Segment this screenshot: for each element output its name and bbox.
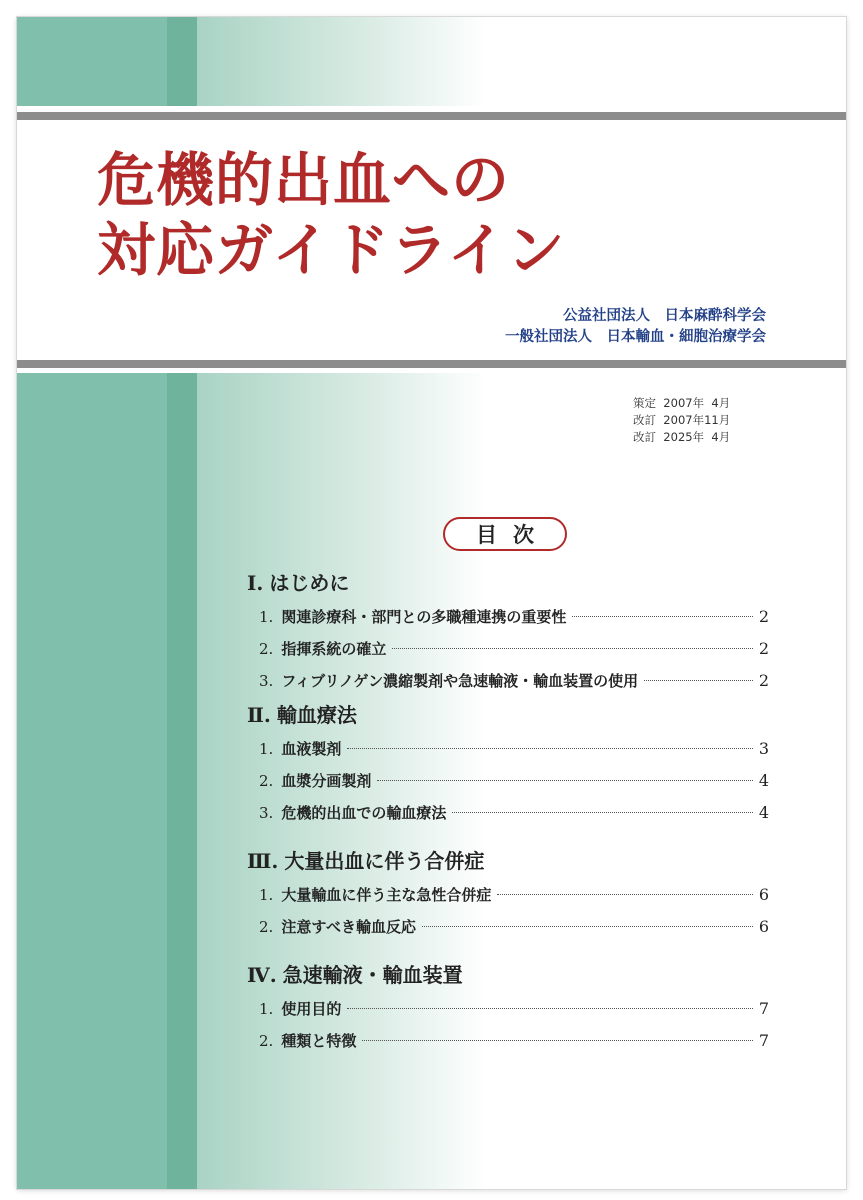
toc-entry-page-number: 2: [758, 639, 769, 658]
toc-entry-title: 血漿分画製剤: [281, 772, 372, 790]
top-color-band: [17, 17, 846, 106]
toc-entry-page-number: 7: [758, 999, 769, 1018]
toc-entry[interactable]: [247, 797, 769, 829]
dot-leader: [347, 748, 752, 749]
toc-entry-page-number: 2: [758, 607, 769, 626]
dot-leader: [497, 894, 752, 895]
toc-entry-number: 1.: [259, 608, 274, 626]
toc-entry-title: 関連診療科・部門との多職種連携の重要性: [281, 608, 567, 626]
title-line-2: 対応ガイドライン: [97, 216, 566, 284]
toc-heading: 目次: [443, 517, 567, 551]
publisher-organizations: [505, 306, 766, 348]
toc-entry[interactable]: [247, 601, 769, 633]
toc-section-label: 大量出血に伴う合併症: [284, 849, 485, 873]
toc-entry-number: 1.: [259, 1000, 274, 1018]
toc-entry-title: 指揮系統の確立: [281, 640, 387, 658]
toc-entry-title: 危機的出血での輸血療法: [281, 804, 447, 822]
revision-line: 改訂 2007年11月: [633, 413, 731, 427]
organization-name: 公益社団法人 日本麻酔科学会: [563, 308, 766, 324]
toc-section: [247, 565, 769, 697]
dot-leader: [392, 648, 752, 649]
toc-entry-title: 種類と特徴: [281, 1032, 357, 1050]
revision-line: 策定 2007年 4月: [633, 396, 731, 410]
revision-history: [633, 395, 730, 446]
toc-section-number: Ⅳ.: [247, 963, 277, 987]
toc-entry-page-number: 6: [758, 885, 769, 904]
toc-entry-number: 2.: [259, 772, 274, 790]
dot-leader: [422, 926, 753, 927]
toc-entry-page-number: 3: [758, 739, 769, 758]
toc-entry-number: 2.: [259, 640, 274, 658]
section-spacer: [247, 829, 769, 843]
toc-entry-title: 注意すべき輸血反応: [281, 918, 417, 936]
toc-entry-title: フィブリノゲン濃縮製剤や急速輸液・輸血装置の使用: [281, 672, 639, 690]
toc-entry[interactable]: [247, 879, 769, 911]
toc-entry-page-number: 4: [758, 803, 769, 822]
toc-entry[interactable]: [247, 911, 769, 943]
toc-entry-title: 使用目的: [281, 1000, 342, 1018]
dot-leader: [347, 1008, 752, 1009]
toc-entry-number: 2.: [259, 1032, 274, 1050]
toc-entry[interactable]: [247, 1025, 769, 1057]
toc-entry-page-number: 7: [758, 1031, 769, 1050]
toc-section-number: Ⅰ.: [247, 571, 264, 595]
toc-section-label: 急速輸液・輸血装置: [282, 963, 463, 987]
toc-entry-number: 1.: [259, 886, 274, 904]
toc-section-number: Ⅱ.: [247, 703, 271, 727]
title-line-1: 危機的出血への: [97, 146, 511, 214]
toc-section-number: Ⅲ.: [247, 849, 279, 873]
dot-leader: [644, 680, 753, 681]
dot-leader: [377, 780, 752, 781]
toc-entry-number: 3.: [259, 804, 274, 822]
toc-section-title[interactable]: [247, 843, 769, 879]
document-title: [97, 145, 566, 285]
table-of-contents: [247, 565, 769, 1057]
toc-section: [247, 697, 769, 829]
toc-entry-number: 1.: [259, 740, 274, 758]
toc-entry-page-number: 6: [758, 917, 769, 936]
toc-section: [247, 957, 769, 1057]
toc-entry[interactable]: [247, 733, 769, 765]
toc-entry[interactable]: [247, 993, 769, 1025]
toc-entry-page-number: 4: [758, 771, 769, 790]
top-divider-rule: [17, 112, 846, 120]
toc-section-label: はじめに: [269, 571, 350, 595]
toc-entry[interactable]: [247, 633, 769, 665]
toc-section-label: 輸血療法: [276, 703, 357, 727]
section-spacer: [247, 943, 769, 957]
organization-name: 一般社団法人 日本輸血・細胞治療学会: [505, 329, 766, 345]
toc-section-title[interactable]: [247, 697, 769, 733]
toc-entry-title: 大量輸血に伴う主な急性合併症: [281, 886, 492, 904]
toc-entry-number: 2.: [259, 918, 274, 936]
toc-section: [247, 843, 769, 943]
toc-entry-title: 血液製剤: [281, 740, 342, 758]
dot-leader: [362, 1040, 752, 1041]
dot-leader: [572, 616, 752, 617]
bottom-divider-rule: [17, 360, 846, 368]
dot-leader: [452, 812, 752, 813]
toc-entry[interactable]: [247, 765, 769, 797]
toc-entry-number: 3.: [259, 672, 274, 690]
revision-line: 改訂 2025年 4月: [633, 430, 731, 444]
toc-entry-page-number: 2: [758, 671, 769, 690]
document-page: [17, 17, 846, 1189]
toc-section-title[interactable]: [247, 565, 769, 601]
toc-entry[interactable]: [247, 665, 769, 697]
toc-section-title[interactable]: [247, 957, 769, 993]
